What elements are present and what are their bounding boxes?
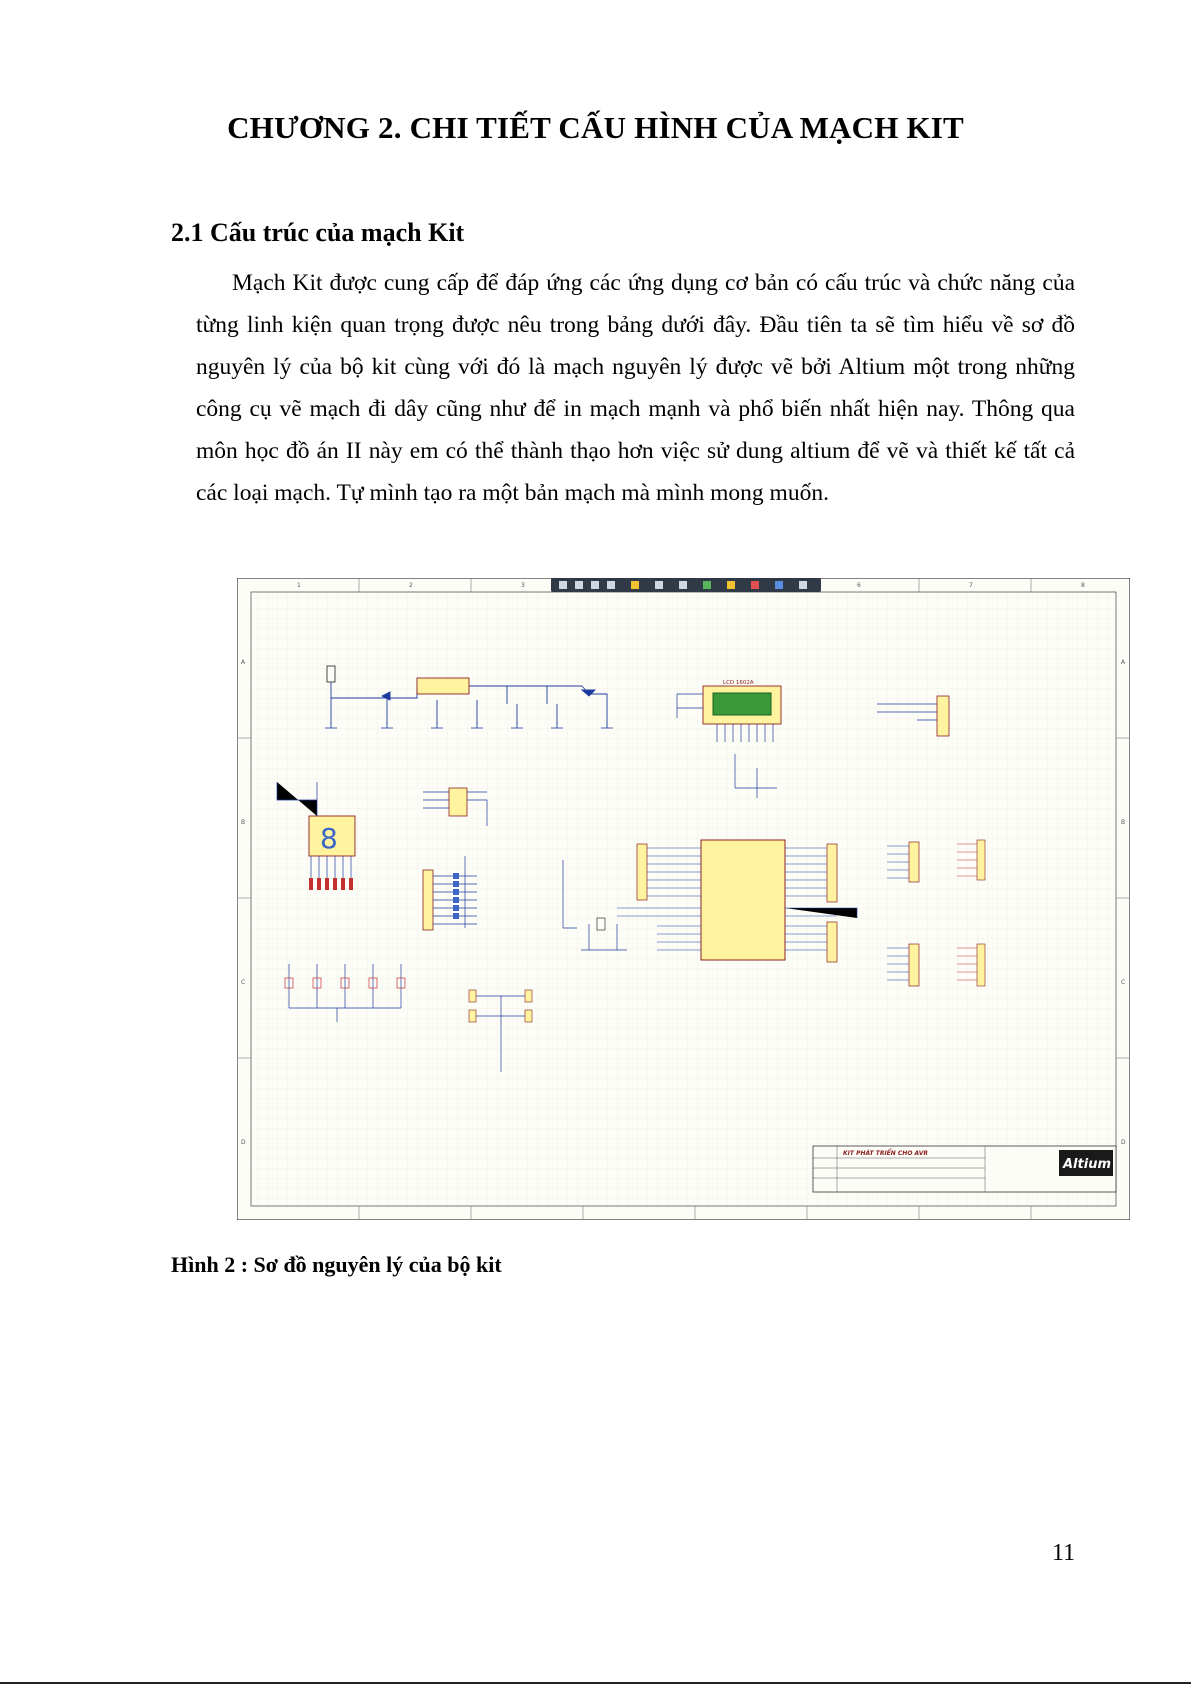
seven-seg-digit: 8 <box>320 822 338 855</box>
toolbar-net-icon <box>631 581 639 589</box>
schematic-toolbar <box>551 578 821 592</box>
row-label-a: A <box>241 659 246 666</box>
section-heading: 2.1 Cấu trúc của mạch Kit <box>171 218 465 247</box>
chapter-title: CHƯƠNG 2. CHI TIẾT CẤU HÌNH CỦA MẠCH KIT <box>227 110 964 145</box>
figure-caption: Hình 2 : Sơ đồ nguyên lý của bộ kit <box>171 1252 502 1277</box>
toolbar-text-icon <box>775 581 783 589</box>
col-label-6: 6 <box>857 582 861 589</box>
bottom-rule <box>0 1682 1191 1684</box>
schematic-figure <box>237 578 1130 1220</box>
toolbar-wire-icon <box>655 581 663 589</box>
toolbar-port-icon <box>703 581 711 589</box>
lcd-display <box>713 693 771 715</box>
altium-logo: Altium <box>1063 1157 1111 1172</box>
schematic-svg <box>237 578 1130 1220</box>
body-paragraph: Mạch Kit được cung cấp để đáp ứng các ứng dụng cơ bản có cấu trúc và chức năng của từng linh kiện quan trọng được nêu trong bảng dưới đây. Đầu tiên ta sẽ tìm hiểu về sơ đồ nguyên lý của bộ kit cùng với đó là mạch nguyên lý được vẽ bởi Altium một trong những công cụ vẽ mạch đi dây cũng như để in mạch mạnh và phổ biến nhất hiện nay. Thông qua môn học đồ án II này em có thể thành thạo hơn việc sử dung altium để vẽ và thiết kế tất cả các loại mạch. Tự mình tạo ra một bản mạch mà mình mong muốn. <box>196 270 1075 506</box>
row-label-c-right: C <box>1121 979 1126 986</box>
col-label-1: 1 <box>297 582 301 589</box>
col-label-7: 7 <box>969 582 973 589</box>
toolbar-directive-icon <box>751 581 759 589</box>
toolbar-select-icon <box>591 581 599 589</box>
row-label-d-right: D <box>1121 1139 1126 1146</box>
page-number: 11 <box>1052 1540 1076 1566</box>
row-label-b: B <box>241 819 246 826</box>
row-label-a-right: A <box>1121 659 1126 666</box>
col-label-3: 3 <box>521 582 525 589</box>
title-block <box>813 1146 1116 1192</box>
col-label-2: 2 <box>409 582 413 589</box>
lcd-label: LCD 1602A <box>723 680 754 686</box>
row-label-b-right: B <box>1121 819 1126 826</box>
row-label-c: C <box>241 979 246 986</box>
col-label-8: 8 <box>1081 582 1085 589</box>
toolbar-move-icon <box>607 581 615 589</box>
row-label-d: D <box>241 1139 246 1146</box>
toolbar-filter-icon <box>559 581 567 589</box>
title-block-title: KIT PHÁT TRIỂN CHO AVR <box>843 1150 929 1157</box>
toolbar-sheet-icon <box>727 581 735 589</box>
sheet-inner-border <box>251 592 1116 1206</box>
toolbar-arc-icon <box>799 581 807 589</box>
toolbar-power-icon <box>679 581 687 589</box>
toolbar-add-icon <box>575 581 583 589</box>
